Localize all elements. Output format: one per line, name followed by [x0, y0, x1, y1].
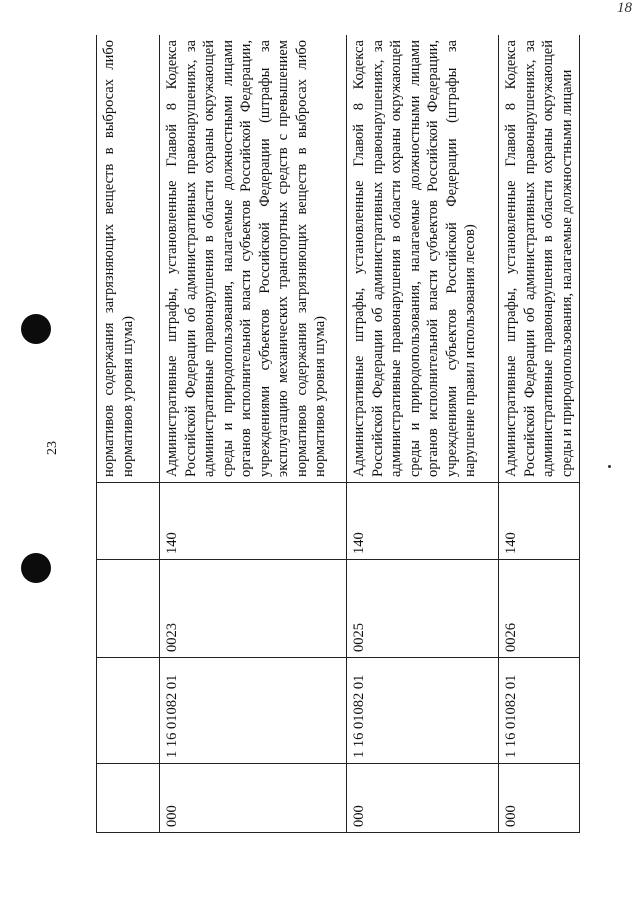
subtype-code: 0026 [499, 560, 580, 658]
income-codes-table [96, 35, 580, 833]
description-continuation: нормативов содержания загрязняющих веществ в выбросах либо нормативов уровня шума) [97, 35, 160, 483]
cell-empty [97, 658, 160, 764]
subtype-code: 0025 [347, 560, 499, 658]
table-frame [96, 35, 580, 833]
kosgu-code: 140 [160, 483, 347, 560]
kosgu-code: 140 [499, 483, 580, 560]
table-row [499, 35, 580, 833]
admin-code: 000 [160, 764, 347, 833]
admin-code: 000 [347, 764, 499, 833]
cell-empty [97, 483, 160, 560]
rotated-page [96, 35, 580, 833]
cell-empty [97, 560, 160, 658]
binder-hole-top [21, 314, 51, 344]
table-row [347, 35, 499, 833]
sheet-mark: 18 [617, 0, 632, 16]
admin-code: 000 [499, 764, 580, 833]
kosgu-code: 140 [347, 483, 499, 560]
kbk-code: 1 16 01082 01 [499, 658, 580, 764]
description: Административные штрафы, установленные Главой 8 Кодекса Российской Федерации об административных правонарушениях, за административные правонарушения в области охраны окружающей среды и природопользования, налагаемые должностными лицами [499, 35, 580, 483]
subtype-code: 0023 [160, 560, 347, 658]
cell-empty [97, 764, 160, 833]
table-row [160, 35, 347, 833]
kbk-code: 1 16 01082 01 [160, 658, 347, 764]
description: Административные штрафы, установленные Главой 8 Кодекса Российской Федерации об административных правонарушениях, за административные правонарушения в области охраны окружающей среды и природопользования, налагаемые должностными лицами органов исполнительной власти субъектов Российской Федерации, учреждениями субъектов Российской Федерации (штрафы за эксплуатацию механических транспортных средств с превышением нормативов содержания загрязняющих веществ в выбросах либо нормативов уровня шума) [160, 35, 347, 483]
table-row-continuation [97, 35, 160, 833]
speck [608, 465, 611, 468]
binder-hole-bottom [21, 553, 51, 583]
kbk-code: 1 16 01082 01 [347, 658, 499, 764]
description: Административные штрафы, установленные Главой 8 Кодекса Российской Федерации об административных правонарушениях, за административные правонарушения в области охраны окружающей среды и природопользования, налагаемые должностными лицами органов исполнительной власти субъектов Российской Федерации, учреждениями субъектов Российской Федерации (штрафы за нарушение правил использования лесов) [347, 35, 499, 483]
page-number: 23 [45, 441, 60, 455]
